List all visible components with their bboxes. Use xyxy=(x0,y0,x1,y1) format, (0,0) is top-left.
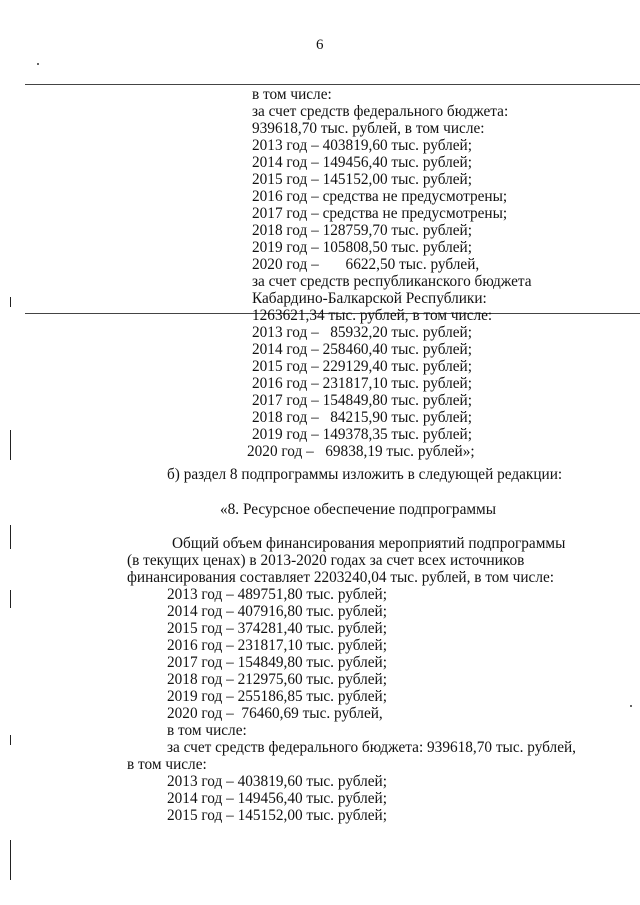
text-line: 2020 год – 76460,69 тыс. рублей, xyxy=(167,705,383,722)
text-line: 2019 год – 255186,85 тыс. рублей; xyxy=(167,688,387,705)
text-line: 2016 год – 231817,10 тыс. рублей; xyxy=(252,375,472,392)
text-line: 1263621,34 тыс. рублей, в том числе: xyxy=(252,307,493,324)
text-line: в том числе: xyxy=(252,86,332,103)
text-line: 2014 год – 258460,40 тыс. рублей; xyxy=(252,341,472,358)
text-line: 2018 год – 212975,60 тыс. рублей; xyxy=(167,671,387,688)
text-line: 2013 год – 489751,80 тыс. рублей; xyxy=(167,586,387,603)
text-line: 2016 год – 231817,10 тыс. рублей; xyxy=(167,637,387,654)
text-line: за счет средств республиканского бюджета xyxy=(252,273,532,290)
scan-tick xyxy=(10,297,11,307)
page-number: 6 xyxy=(316,37,324,53)
federal-line: за счет средств федерального бюджета: 939618,70 тыс. рублей, xyxy=(167,739,576,756)
included-label-2: в том числе: xyxy=(127,756,207,773)
scan-tick xyxy=(10,840,11,880)
included-label: в том числе: xyxy=(167,722,247,739)
scan-tick xyxy=(10,590,11,608)
text-line: 2019 год – 149378,35 тыс. рублей; xyxy=(252,426,472,443)
text-line: 2014 год – 407916,80 тыс. рублей; xyxy=(167,603,387,620)
text-line: 2014 год – 149456,40 тыс. рублей; xyxy=(252,154,472,171)
scan-speck xyxy=(37,63,39,65)
text-line: 939618,70 тыс. рублей, в том числе: xyxy=(252,120,485,137)
text-line: 2015 год – 145152,00 тыс. рублей; xyxy=(252,171,472,188)
text-line: (в текущих ценах) в 2013-2020 годах за счет всех источников xyxy=(127,552,525,569)
text-line: 2013 год – 403819,60 тыс. рублей; xyxy=(252,137,472,154)
text-line: 2017 год – 154849,80 тыс. рублей; xyxy=(167,654,387,671)
text-line: 2019 год – 105808,50 тыс. рублей; xyxy=(252,239,472,256)
text-line: 2015 год – 229129,40 тыс. рублей; xyxy=(252,358,472,375)
text-line: 2018 год – 84215,90 тыс. рублей; xyxy=(252,409,472,426)
text-line: финансирования составляет 2203240,04 тыс. рублей, в том числе: xyxy=(127,569,555,586)
text-line: 2017 год – 154849,80 тыс. рублей; xyxy=(252,392,472,409)
instruction-line: б) раздел 8 подпрограммы изложить в следующей редакции: xyxy=(167,466,563,483)
scan-line-top xyxy=(25,84,640,85)
text-line: 2018 год – 128759,70 тыс. рублей; xyxy=(252,222,472,239)
text-line: 2020 год – 6622,50 тыс. рублей, xyxy=(252,256,480,273)
scan-tick xyxy=(10,525,11,549)
text-line: Общий объем финансирования мероприятий подпрограммы xyxy=(172,535,566,552)
section-title: «8. Ресурсное обеспечение подпрограммы xyxy=(220,501,496,518)
text-line: за счет средств федерального бюджета: xyxy=(252,103,509,120)
text-line: Кабардино-Балкарской Республики: xyxy=(252,290,487,307)
text-line: 2014 год – 149456,40 тыс. рублей; xyxy=(167,790,387,807)
text-line: 2020 год – 69838,19 тыс. рублей»; xyxy=(247,443,475,460)
scan-speck xyxy=(630,705,632,707)
text-line: 2015 год – 145152,00 тыс. рублей; xyxy=(167,807,387,824)
text-line: 2013 год – 85932,20 тыс. рублей; xyxy=(252,324,472,341)
text-line: 2015 год – 374281,40 тыс. рублей; xyxy=(167,620,387,637)
scan-tick xyxy=(10,735,11,745)
text-line: 2013 год – 403819,60 тыс. рублей; xyxy=(167,773,387,790)
text-line: 2016 год – средства не предусмотрены; xyxy=(252,188,508,205)
scan-tick xyxy=(10,430,11,460)
text-line: 2017 год – средства не предусмотрены; xyxy=(252,205,508,222)
